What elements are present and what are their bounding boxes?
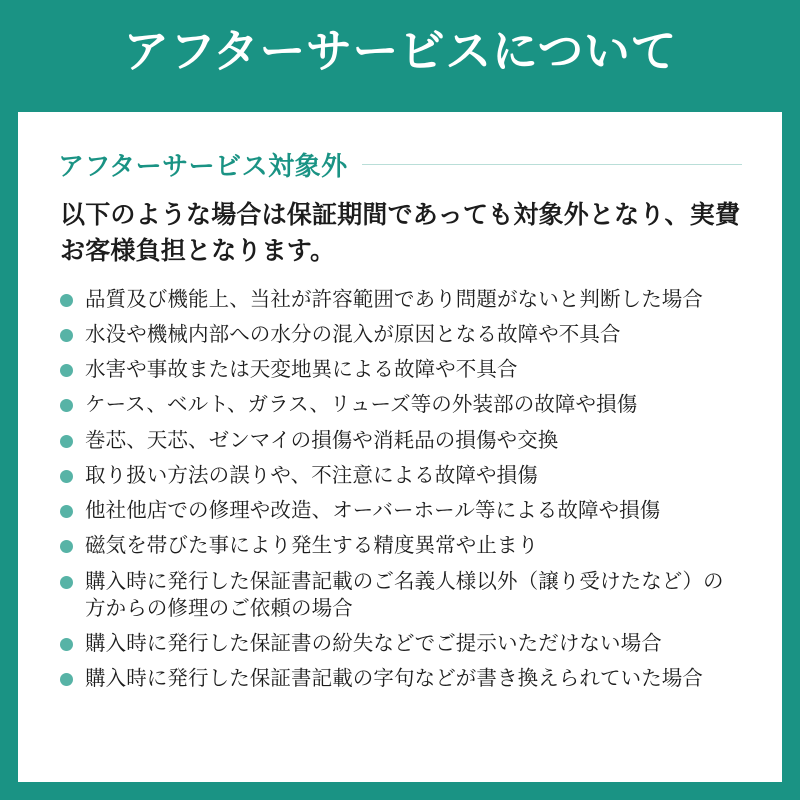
list-item xyxy=(58,532,742,559)
header-divider xyxy=(362,164,742,165)
list-item xyxy=(58,568,742,623)
list-item xyxy=(58,427,742,454)
section-header xyxy=(58,146,742,183)
bullet-dot-icon xyxy=(60,673,73,686)
list-item-label: ケース、ベルト、ガラス、リューズ等の外装部の故障や損傷 xyxy=(85,393,638,417)
bullet-dot-icon xyxy=(60,329,73,342)
section-title: アフターサービス対象外 xyxy=(58,151,348,181)
list-item xyxy=(58,391,742,418)
bullet-dot-icon xyxy=(60,638,73,651)
page-title: アフターサービスについて xyxy=(123,25,677,77)
bullet-dot-icon xyxy=(60,505,73,518)
exclusion-list xyxy=(58,286,742,693)
list-item-label: 水害や事故または天変地異による故障や不具合 xyxy=(85,358,518,381)
bullet-dot-icon xyxy=(60,364,73,377)
lead-paragraph: 以下のような場合は保証期間であっても対象外となり、実費お客様負担となります。 xyxy=(60,201,741,266)
content-card xyxy=(18,112,782,782)
list-item-label: 購入時に発行した保証書の紛失などでご提示いただけない場合 xyxy=(85,632,662,655)
list-item-label: 他社他店での修理や改造、オーバーホール等による故障や損傷 xyxy=(85,499,661,522)
list-item xyxy=(58,630,742,657)
list-item xyxy=(58,665,742,692)
list-item xyxy=(58,321,742,348)
list-item xyxy=(58,497,742,524)
list-item xyxy=(58,462,742,489)
list-item-label: 磁気を帯びた事により発生する精度異常や止まり xyxy=(85,534,539,558)
list-item-label: 購入時に発行した保証書記載の字句などが書き換えられていた場合 xyxy=(85,667,703,691)
list-item-label: 水没や機械内部への水分の混入が原因となる故障や不具合 xyxy=(85,322,621,346)
list-item-label: 品質及び機能上、当社が許容範囲であり問題がないと判断した場合 xyxy=(85,287,703,311)
bullet-dot-icon xyxy=(60,540,73,553)
bullet-dot-icon xyxy=(60,470,73,483)
bullet-dot-icon xyxy=(60,576,73,589)
bullet-dot-icon xyxy=(60,435,73,448)
list-item-label: 取り扱い方法の誤りや、不注意による故障や損傷 xyxy=(85,463,538,487)
list-item xyxy=(58,356,742,383)
list-item-label: 巻芯、天芯、ゼンマイの損傷や消耗品の損傷や交換 xyxy=(85,428,559,452)
bullet-dot-icon xyxy=(60,399,73,412)
list-item xyxy=(58,286,742,313)
list-item-label: 購入時に発行した保証書記載のご名義人様以外（譲り受けたなど）の方からの修理のご依頼の場合 xyxy=(85,569,724,620)
bullet-dot-icon xyxy=(60,294,73,307)
